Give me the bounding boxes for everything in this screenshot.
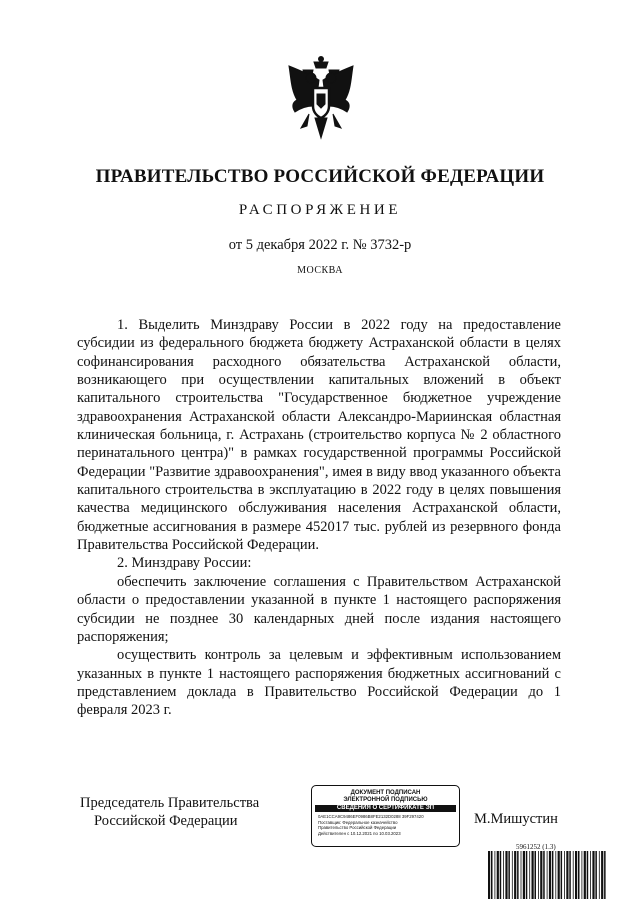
document-type: РАСПОРЯЖЕНИЕ (238, 202, 402, 218)
position-line-1: Председатель Правительства (80, 795, 260, 811)
paragraph-2: 2. Минздраву России: (117, 555, 252, 572)
date-number: от 5 декабря 2022 г. № 3732-р (228, 237, 412, 253)
stamp-owner: Правительство Российской Федерации (318, 825, 397, 831)
government-title: ПРАВИТЕЛЬСТВО РОССИЙСКОЙ ФЕДЕРАЦИИ (95, 166, 545, 187)
electronic-signature-stamp (311, 785, 460, 847)
stamp-cert-number: 0AE1CCA9C9486EF0986B8FE2132D0288 39F297420 (318, 814, 424, 819)
signatory-name: М.Мишустин (474, 811, 558, 827)
stamp-provider: Поставщик: Федеральное казначейство (318, 819, 398, 825)
barcode-icon (488, 851, 606, 899)
coat-of-arms-emblem (281, 56, 361, 146)
position-line-2: Российской Федерации (94, 813, 238, 829)
paragraph-1: 1. Выделить Минздраву России в 2022 году на предоставление субсидии из федерального бюджета бюджету Астраханской области в целях софинансирования расходного обязательства Астраханской области, возникающего при осуществлении капитальных вложений в объект капитального строительства "Государственное бюджетное учреждение здравоохранения Астраханской области Александро-Мариинская областная клиническая больница, г. Астрахань (строительство корпуса № 2 областного перинатального центра)" в рамках государственной программы Российской Федерации "Развитие здравоохранения", имея в виду ввод указанного объекта капитального строительства в эксплуатацию в 2022 году в целях повышения качества медицинского обслуживания населения Астраханской области, бюджетные ассигнования в размере 452017 тыс. рублей из резервного фонда Правительства Российской Федерации. (77, 317, 561, 554)
stamp-heading-2: ЭЛЕКТРОННОЙ ПОДПИСЬЮ (343, 797, 428, 803)
stamp-heading-1: ДОКУМЕНТ ПОДПИСАН (350, 790, 421, 796)
paragraph-4: осуществить контроль за целевым и эффективным использованием указанных в пункте 1 настоящего распоряжения бюджетных ассигнований с представлением доклада в Правительство Российской Федерации до 1 февраля 2023 г. (77, 647, 561, 719)
signatory-position (80, 794, 259, 830)
stamp-validity: Действителен с 10.12.2021 по 10.03.2023 (318, 830, 401, 836)
stamp-cert-label: СВЕДЕНИЯ О СЕРТИФИКАТЕ ЭП (315, 805, 456, 812)
paragraph-3: обеспечить заключение соглашения с Правительством Астраханской области о предоставлении указанной в пункте 1 настоящего распоряжения субсидии не позднее 30 календарных дней после издания настоящего распоряжения; (77, 573, 561, 645)
city: МОСКВА (297, 265, 343, 276)
document-code: 5961252 (1.3) (516, 843, 556, 851)
document-body (77, 316, 561, 720)
